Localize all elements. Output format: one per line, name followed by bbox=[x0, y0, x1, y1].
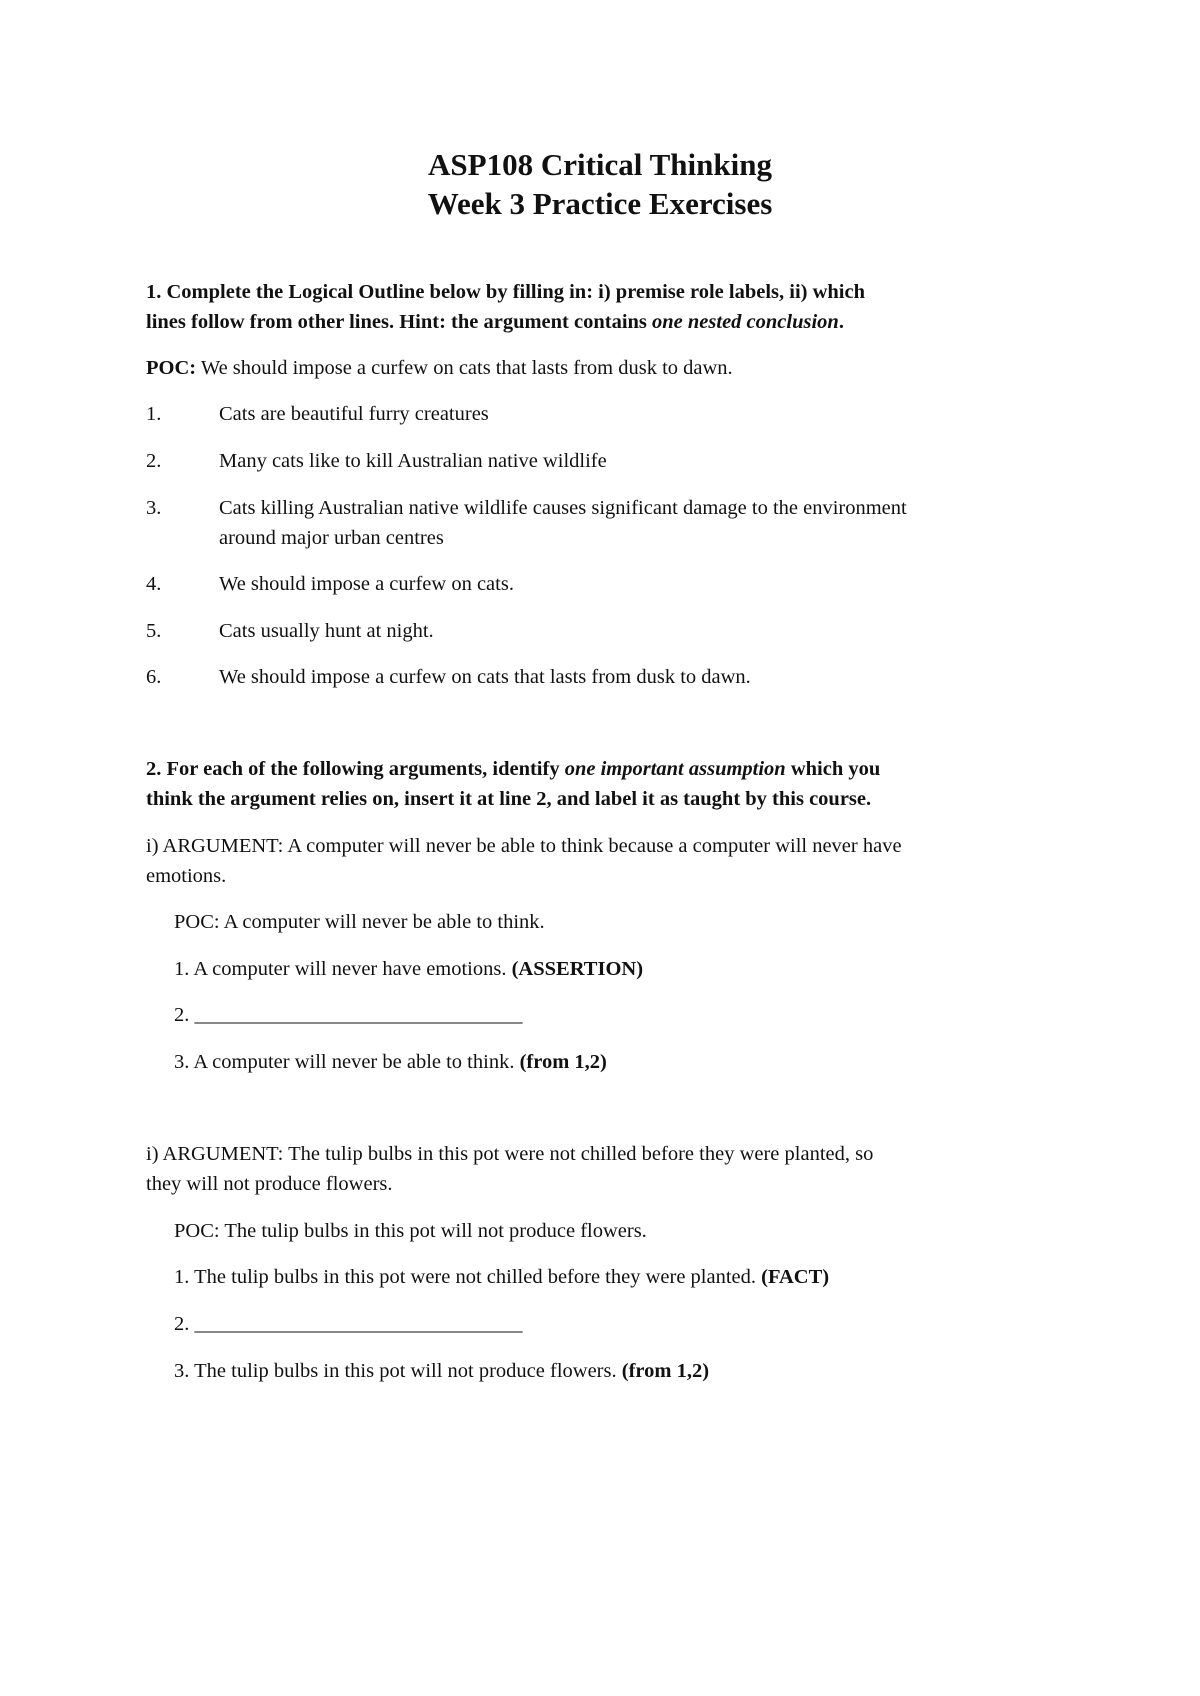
q2-prompt-emphasis: one important assumption bbox=[564, 758, 786, 780]
q1-item-3-number: 3. bbox=[146, 497, 162, 519]
document-title: ASP108 Critical Thinking bbox=[428, 147, 772, 182]
arg1-line2-blank: 2. ________________________________ bbox=[174, 1004, 523, 1026]
arg1-line1-text: 1. A computer will never have emotions. bbox=[174, 958, 512, 980]
arg1-poc: POC: A computer will never be able to think. bbox=[174, 911, 545, 933]
q1-item-6-number: 6. bbox=[146, 666, 162, 688]
arg1-statement-line1: i) ARGUMENT: A computer will never be able to think because a computer will never have bbox=[146, 835, 902, 857]
arg1-line1 bbox=[174, 955, 643, 983]
arg1-statement-line2: emotions. bbox=[146, 865, 227, 887]
q1-prompt-text: lines follow from other lines. Hint: the argument contains bbox=[146, 311, 653, 333]
q2-prompt-line2: think the argument relies on, insert it at line 2, and label it as taught by this course. bbox=[146, 788, 872, 810]
q1-item-6-text: We should impose a curfew on cats that lasts from dusk to dawn. bbox=[219, 666, 751, 688]
q1-item-5-number: 5. bbox=[146, 620, 162, 642]
arg2-line1 bbox=[174, 1263, 829, 1291]
arg1-line3 bbox=[174, 1048, 607, 1076]
poc-text: We should impose a curfew on cats that lasts from dusk to dawn. bbox=[196, 357, 733, 379]
q2-prompt-text: 2. For each of the following arguments, identify bbox=[146, 758, 565, 780]
arg2-line3 bbox=[174, 1357, 709, 1385]
q2-prompt-line1 bbox=[146, 755, 880, 783]
arg2-line3-text: 3. The tulip bulbs in this pot will not produce flowers. bbox=[174, 1360, 622, 1382]
arg2-line1-label: (FACT) bbox=[761, 1266, 830, 1288]
arg1-line3-label: (from 1,2) bbox=[519, 1051, 607, 1073]
q1-item-3-text-cont: around major urban centres bbox=[219, 527, 444, 549]
q1-item-1-text: Cats are beautiful furry creatures bbox=[219, 403, 489, 425]
q1-item-3-text: Cats killing Australian native wildlife causes significant damage to the environment bbox=[219, 497, 907, 519]
arg2-line1-text: 1. The tulip bulbs in this pot were not chilled before they were planted. bbox=[174, 1266, 762, 1288]
q1-prompt-end: . bbox=[838, 311, 844, 333]
q1-prompt-line1: 1. Complete the Logical Outline below by filling in: i) premise role labels, ii) which bbox=[146, 281, 866, 303]
arg1-line1-label: (ASSERTION) bbox=[511, 958, 644, 980]
poc-label: POC: bbox=[146, 357, 197, 379]
q1-prompt-emphasis: one nested conclusion bbox=[652, 311, 839, 333]
arg1-line3-text: 3. A computer will never be able to think. bbox=[174, 1051, 520, 1073]
q1-item-2-number: 2. bbox=[146, 450, 162, 472]
q1-prompt-line2 bbox=[146, 308, 844, 336]
arg2-statement-line2: they will not produce flowers. bbox=[146, 1173, 393, 1195]
q1-item-4-text: We should impose a curfew on cats. bbox=[219, 573, 514, 595]
q1-item-4-number: 4. bbox=[146, 573, 162, 595]
q1-poc bbox=[146, 354, 733, 382]
arg2-statement-line1: i) ARGUMENT: The tulip bulbs in this pot were not chilled before they were planted, so bbox=[146, 1143, 874, 1165]
arg2-line2-blank: 2. ________________________________ bbox=[174, 1313, 523, 1335]
arg2-poc: POC: The tulip bulbs in this pot will not produce flowers. bbox=[174, 1220, 647, 1242]
q2-prompt-end: which you bbox=[785, 758, 881, 780]
q1-item-2-text: Many cats like to kill Australian native wildlife bbox=[219, 450, 607, 472]
q1-item-1-number: 1. bbox=[146, 403, 162, 425]
arg2-line3-label: (from 1,2) bbox=[621, 1360, 710, 1382]
document-subtitle: Week 3 Practice Exercises bbox=[427, 186, 773, 221]
q1-item-5-text: Cats usually hunt at night. bbox=[219, 620, 434, 642]
